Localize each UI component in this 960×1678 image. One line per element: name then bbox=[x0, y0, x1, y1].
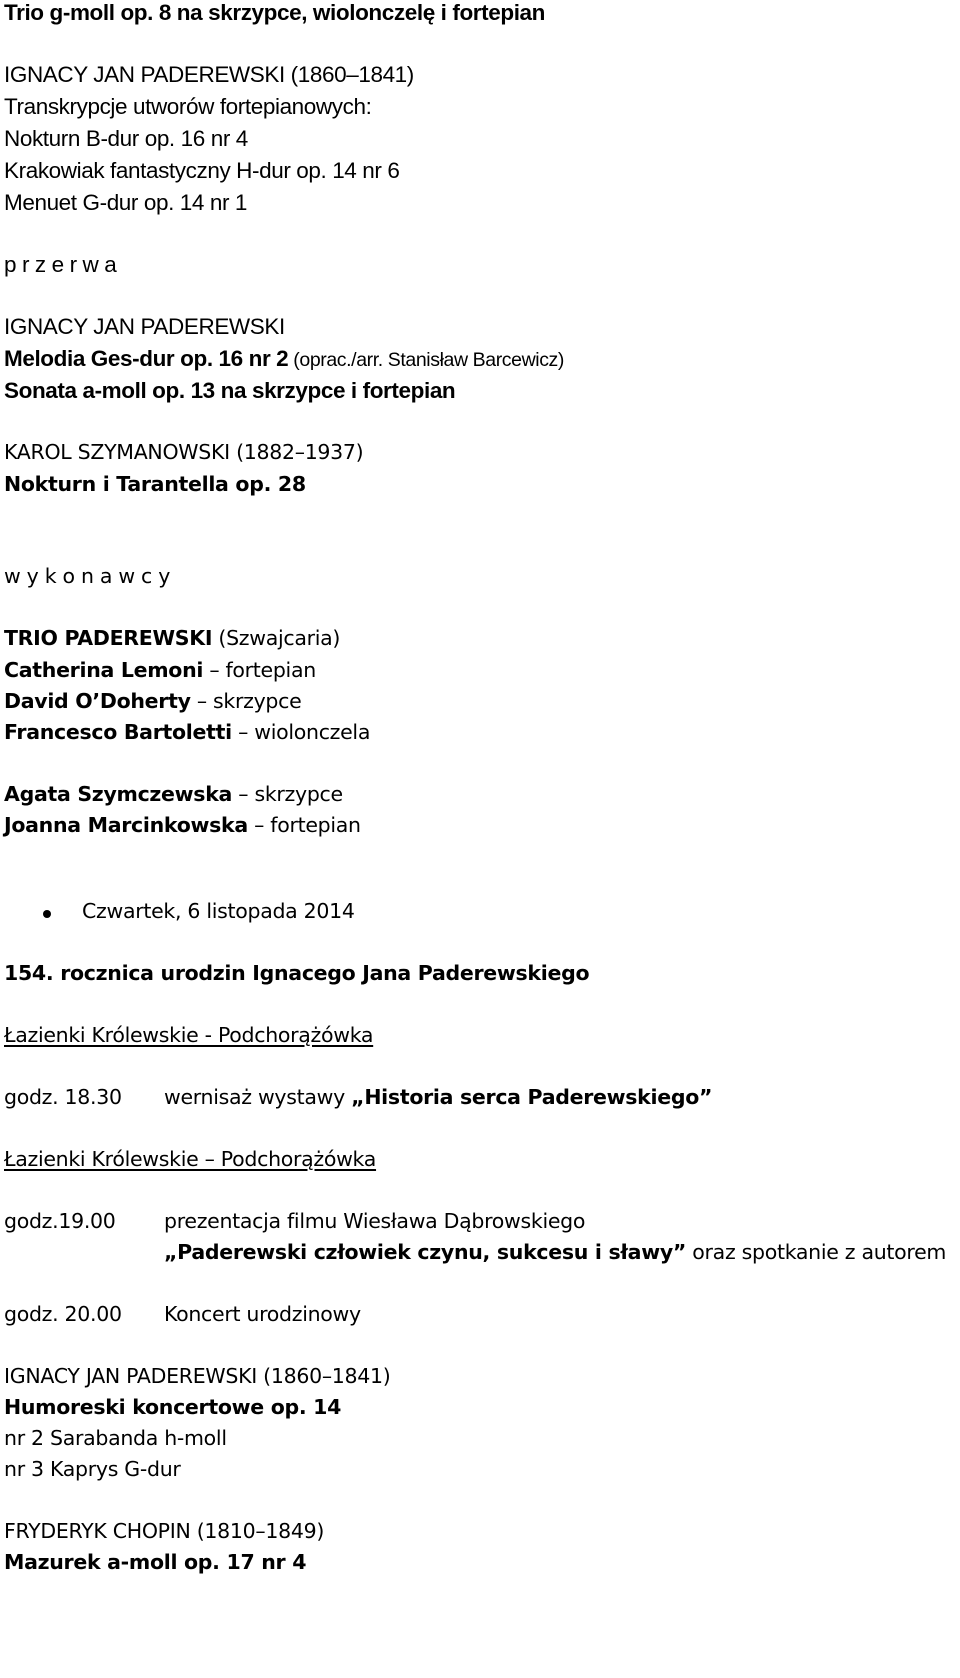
performer-item: Agata Szymczewska – skrzypce bbox=[4, 782, 343, 806]
schedule-time: godz. 20.00 bbox=[4, 1302, 122, 1326]
performer-item: Joanna Marcinkowska – fortepian bbox=[4, 813, 361, 837]
trio-title: Trio g-moll op. 8 na skrzypce, wiolonczelę i fortepian bbox=[4, 0, 546, 25]
anniversary-title: 154. rocznica urodzin Ignacego Jana Paderewskiego bbox=[4, 961, 590, 985]
work-nokturn-tarantella: Nokturn i Tarantella op. 28 bbox=[4, 472, 306, 496]
ensemble-name: TRIO PADEREWSKI (Szwajcaria) bbox=[4, 626, 341, 650]
event-date: Czwartek, 6 listopada 2014 bbox=[82, 899, 355, 923]
venue: Łazienki Królewskie – Podchorążówka bbox=[4, 1147, 377, 1171]
composer-szymanowski: KAROL SZYMANOWSKI (1882–1937) bbox=[4, 440, 364, 464]
schedule-description: prezentacja filmu Wiesława Dąbrowskiego bbox=[164, 1209, 586, 1233]
work-item: nr 2 Sarabanda h-moll bbox=[4, 1426, 227, 1450]
schedule-description: Koncert urodzinowy bbox=[164, 1302, 361, 1326]
performers-heading: w y k o n a w c y bbox=[4, 564, 171, 588]
work-item: Nokturn B-dur op. 16 nr 4 bbox=[4, 126, 248, 151]
composer-paderewski-2: IGNACY JAN PADEREWSKI bbox=[4, 314, 285, 339]
performer-item: Francesco Bartoletti – wiolonczela bbox=[4, 720, 371, 744]
bullet-icon bbox=[43, 910, 51, 918]
performer-item: Catherina Lemoni – fortepian bbox=[4, 658, 316, 682]
composer-paderewski-3: IGNACY JAN PADEREWSKI (1860–1841) bbox=[4, 1364, 391, 1388]
schedule-time: godz.19.00 bbox=[4, 1209, 116, 1233]
transcriptions-heading: Transkrypcje utworów fortepianowych: bbox=[4, 94, 372, 119]
work-melodia: Melodia Ges-dur op. 16 nr 2 (oprac./arr. Stanisław Barcewicz) bbox=[4, 346, 565, 371]
work-humoreski: Humoreski koncertowe op. 14 bbox=[4, 1395, 342, 1419]
composer-chopin: FRYDERYK CHOPIN (1810–1849) bbox=[4, 1519, 325, 1543]
work-mazurek: Mazurek a-moll op. 17 nr 4 bbox=[4, 1550, 307, 1574]
schedule-description: wernisaż wystawy „Historia serca Paderewskiego” bbox=[164, 1085, 713, 1109]
film-title: „Paderewski człowiek czynu, sukcesu i sławy” oraz spotkanie z autorem bbox=[164, 1240, 947, 1264]
intermission: p r z e r w a bbox=[4, 252, 117, 277]
work-item: nr 3 Kaprys G-dur bbox=[4, 1457, 181, 1481]
performer-item: David O’Doherty – skrzypce bbox=[4, 689, 302, 713]
composer-paderewski: IGNACY JAN PADEREWSKI (1860–1841) bbox=[4, 62, 414, 87]
work-item: Menuet G-dur op. 14 nr 1 bbox=[4, 190, 248, 215]
schedule-time: godz. 18.30 bbox=[4, 1085, 122, 1109]
venue: Łazienki Królewskie - Podchorążówka bbox=[4, 1023, 374, 1047]
work-sonata: Sonata a-moll op. 13 na skrzypce i fortepian bbox=[4, 378, 456, 403]
work-item: Krakowiak fantastyczny H-dur op. 14 nr 6 bbox=[4, 158, 400, 183]
